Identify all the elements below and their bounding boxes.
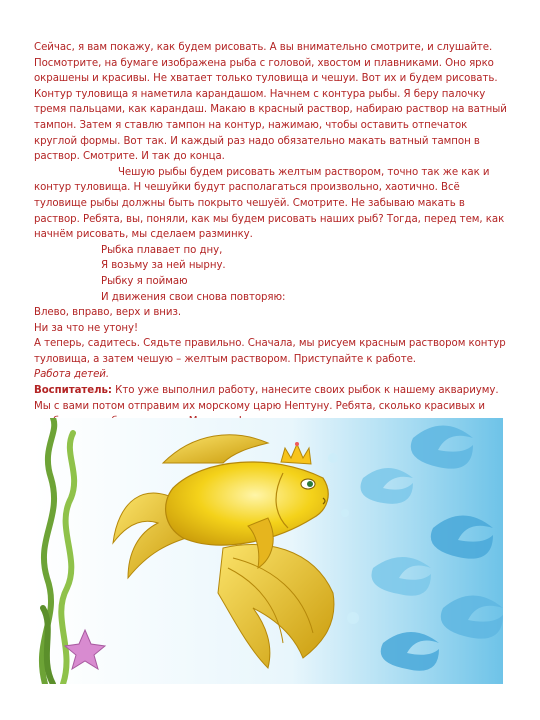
poem-line-6: Ни за что не утону! [34, 322, 139, 334]
poem-line-4: И движения свои снова повторяю: [101, 291, 286, 303]
document-body [34, 40, 510, 430]
underwater-scene-image [33, 418, 503, 684]
poem-line-3: Рыбку я поймаю [101, 275, 188, 287]
teacher-text: Кто уже выполнил работу, нанесите своих рыбок к нашему аквариуму. Мы с вами потом отправим их морскому царю Нептуну. Ребята, сколько красивых и [34, 385, 499, 412]
paragraph-1: Сейчас, я вам покажу, как будем рисовать. А вы внимательно смотрите, и слушайте. Посмотрите, на бумаге изображена рыба с головой, хвостом и плавниками. Оно ярко окрашены и красивы. Не хватает только туловища и чешуи. Вот их и будем рисовать. Контур туловища я наметила карандашом. Начнем с контура рыбы. Я беру палочку тремя пальцами, как карандаш. Макаю в красный раствор, набираю раствор на ватный тампон. Затем я ставлю тампон на контур, нажимаю, чтобы оставить отпечаток круглой формы. Вот так. И каждый раз надо обязательно макать ватный тампон в раствор. Смотрите. И так до конца. [34, 42, 507, 163]
fish-illustration [33, 418, 503, 684]
work-note: Работа детей. [34, 369, 110, 381]
poem-line-5: Влево, вправо, верх и вниз. [34, 307, 182, 319]
instruction-paragraph: А теперь, садитесь. Сядьте правильно. Сначала, мы рисуем красным раствором контур туловища, а затем чешую – желтым раствором. Приступайте к работе. [34, 338, 506, 365]
paragraph-2: Чешую рыбы будем рисовать желтым раствором, точно так же как и контур туловища. Н чешуйки будут располагаться произвольно, хаотично. Всё туловище рыбы должны быть покрыто чешуёй. Смотрите. Не забываю макать в раствор. Ребята, вы, поняли, как мы будем рисовать наших рыб? Тогда, перед тем, как начнём рисовать, мы сделаем разминку. [34, 166, 505, 241]
teacher-label: Воспитатель: [34, 385, 112, 397]
poem-line-2: Я возьму за ней нырну. [101, 260, 226, 272]
poem-line-1: Рыбка плавает по дну, [101, 244, 223, 256]
